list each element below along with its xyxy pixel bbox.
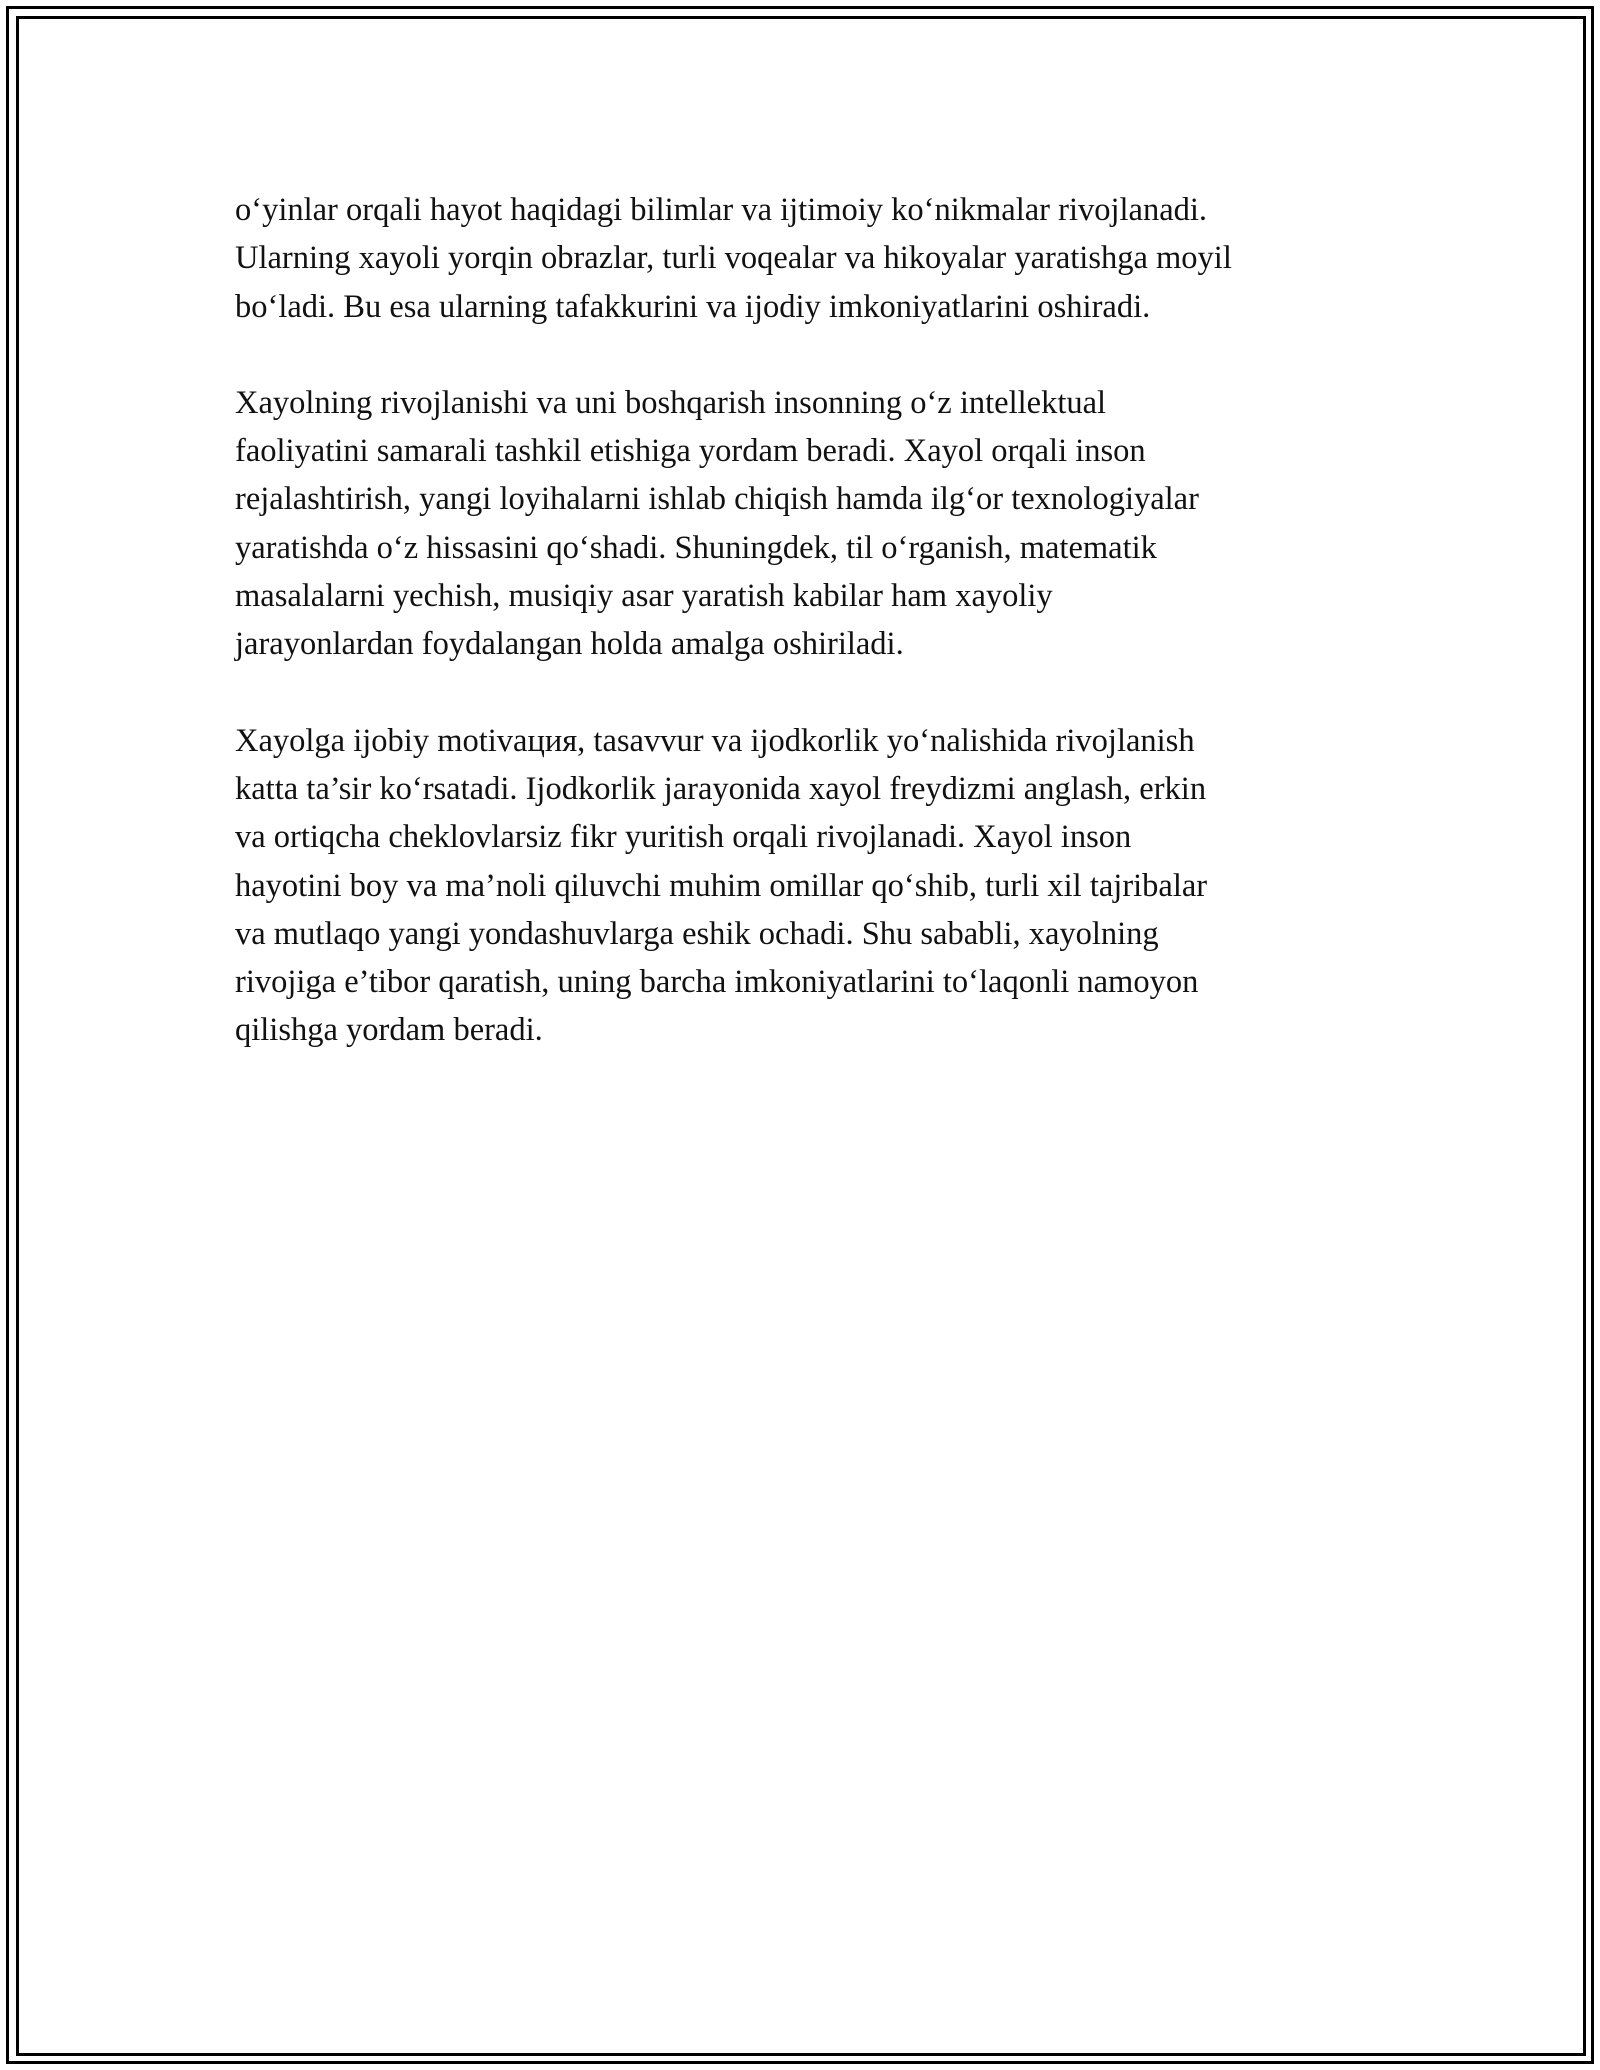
text-line: Xayolga ijobiy motivaция, tasavvur va ijodkorlik yo‘nalishida rivojlanish <box>235 722 1195 759</box>
text-line: rivojiga e’tibor qaratish, uning barcha imkoniyatlarini to‘laqonli namoyon <box>235 964 1199 1001</box>
text-line: yaratishda o‘z hissasini qo‘shadi. Shuningdek, til o‘rganish, matematik <box>235 529 1157 566</box>
text-line: qilishga yordam beradi. <box>235 1012 543 1049</box>
paragraph-2 <box>235 379 1375 669</box>
text-line: jarayonlardan foydalangan holda amalga oshiriladi. <box>235 626 904 663</box>
text-line: hayotini boy va ma’noli qiluvchi muhim omillar qo‘shib, turli xil tajribalar <box>235 867 1208 904</box>
text-line: va mutlaqo yangi yondashuvlarga eshik ochadi. Shu sababli, xayolning <box>235 915 1159 952</box>
text-line: masalalarni yechish, musiqiy asar yaratish kabilar ham xayoliy <box>235 578 1053 615</box>
text-line: faoliyatini samarali tashkil etishiga yordam beradi. Xayol orqali inson <box>235 433 1146 470</box>
text-line: Xayolning rivojlanishi va uni boshqarish insonning o‘z intellektual <box>235 384 1107 421</box>
document-body <box>235 186 1375 1103</box>
text-line: Ularning xayoli yorqin obrazlar, turli voqealar va hikoyalar yaratishga moyil <box>235 240 1232 277</box>
text-line: o‘yinlar orqali hayot haqidagi bilimlar va ijtimoiy ko‘nikmalar rivojlanadi. <box>235 192 1208 228</box>
paragraph-1 <box>235 186 1375 331</box>
text-line: katta ta’sir ko‘rsatadi. Ijodkorlik jarayonida xayol freydizmi anglash, erkin <box>235 770 1207 807</box>
paragraph-3 <box>235 717 1375 1055</box>
text-line: rejalashtirish, yangi loyihalarni ishlab chiqish hamda ilg‘or texnologiyalar <box>235 481 1199 518</box>
text-line: bo‘ladi. Bu esa ularning tafakkurini va ijodiy imkoniyatlarini oshiradi. <box>235 288 1151 325</box>
text-line: va ortiqcha cheklovlarsiz fikr yuritish orqali rivojlanadi. Xayol inson <box>235 819 1132 856</box>
